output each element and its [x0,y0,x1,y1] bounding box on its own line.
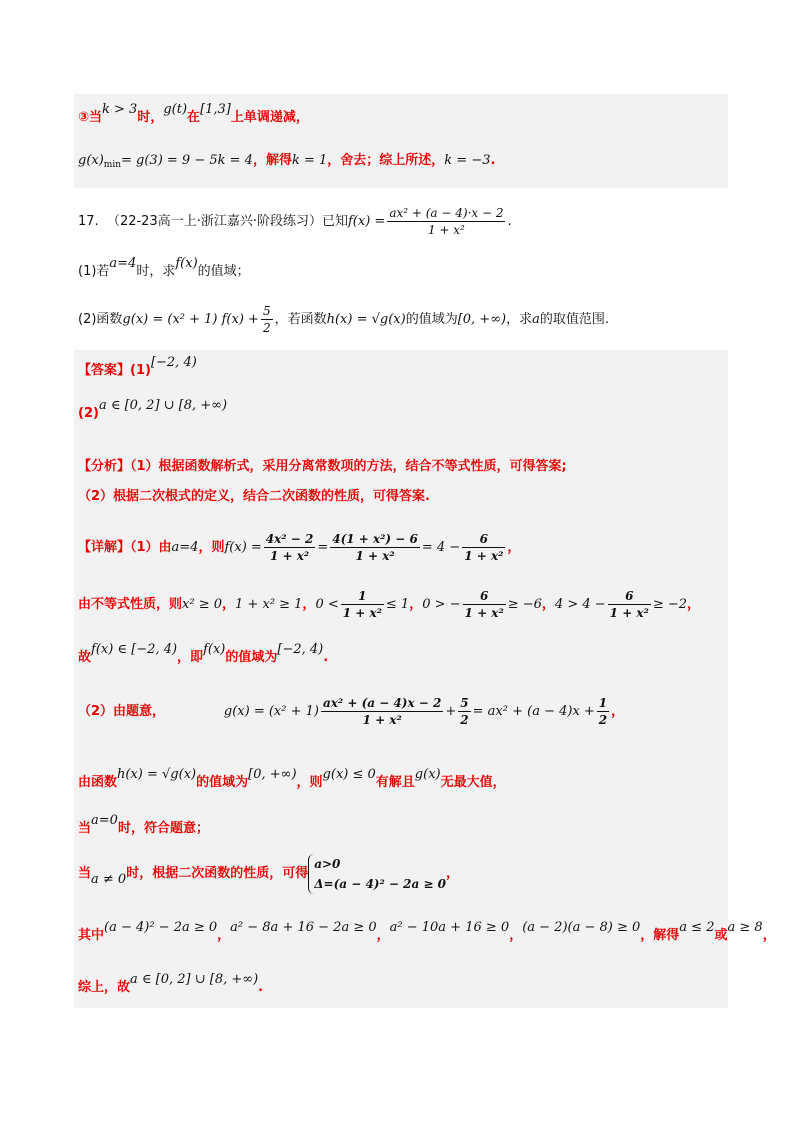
detail-range-line: 故f(x) ∈ [−2, 4)，即f(x)的值域为[−2, 4). [78,642,329,665]
detail-a-zero-line: 当a=0时，符合题意； [78,813,209,836]
solution-box [74,350,728,1008]
analysis-line-1: 【分析】（1）根据函数解析式，采用分离常数项的方法，结合不等式性质，可得答案; [78,459,567,474]
question-fraction: $\frac{\text{ax² + (a − 4)·x − 2}}{\text{1 + x²}}$ [389,206,504,237]
detail-inequality-line: 由不等式性质，则x² ≥ 0，1 + x² ≥ 1，0 < $\frac{1}{\text{1 + x²}}$ ≤ 1，0 > − $\frac{6}{\text{1 + x²}}$ ≥ −6，4 > 4 − $\frac{6}{\text{1 + x²}}$ ≥ −2， [78,589,701,620]
case-3-line: ③当k > 3时，g(t)在[1,3]上单调递减， [78,102,309,125]
question-17-part-2: (2)函数g(x) = (x² + 1) f(x) + $\frac{5}{2}$ ，若函数h(x) = √g(x)的值域为[0, +∞)，求a的取值范围. [78,304,610,335]
system-brace: a>0 Δ=(a − 4)² − 2a ≥ 0 [308,854,446,894]
case-3-result-line: $g(x)_{min}= g(3) = 9 - 5k = 4$，解得k = 1，舍去；综上所述，k = −3. [78,153,496,170]
answer-part-2: (2)a ∈ [0, 2] ∪ [8, +∞) [78,398,228,421]
detail-a-nonzero-line: 当a ≠ 0时，根据二次函数的性质，可得 a>0 Δ=(a − 4)² − 2a ≥ 0 ， [78,850,459,898]
detail-solve-line: 其中(a − 4)² − 2a ≥ 0，a² − 8a + 16 − 2a ≥ 0，a² − 10a + 16 ≥ 0，(a − 2)(a − 8) ≥ 0，解得a ≤ 2或a ≥ 8， [78,920,776,943]
detail-part-1-line: 【详解】（1）由a=4，则f(x) = $\frac{\text{4x² − 2}}{\text{1 + x²}}$ = $\frac{\text{4(1 + x²) − 6}}{\text{1 + x²}}$ = 4 − $\frac{6}{\text{1 + x²}}$ ， [78,532,521,563]
analysis-line-2: （2）根据二次根式的定义，结合二次函数的性质，可得答案. [78,489,430,504]
answer-part-1: 【答案】(1)[−2, 4) [78,355,197,378]
question-17-stem: 17. （22-23高一上·浙江嘉兴·阶段练习）已知f(x) = $\frac{\text{ax² + (a − 4)·x − 2}}{\text{1 + x²}}$ . [78,206,512,237]
detail-conclusion-line: 综上，故a ∈ [0, 2] ∪ [8, +∞). [78,972,264,995]
detail-condition-line: 由函数h(x) = √g(x)的值域为[0, +∞)，则g(x) ≤ 0有解且g(x)无最大值， [78,767,506,790]
question-17-part-1: (1)若a=4时，求f(x)的值域； [78,256,250,279]
detail-part-2-line: （2）由题意， g(x) = (x² + 1) $\frac{\text{ax² + (a − 4)x − 2}}{\text{1 + x²}}$ + $\frac{5}{2}$ = ax² + (a − 4)x + $\frac{1}{2}$ ， [78,696,625,727]
